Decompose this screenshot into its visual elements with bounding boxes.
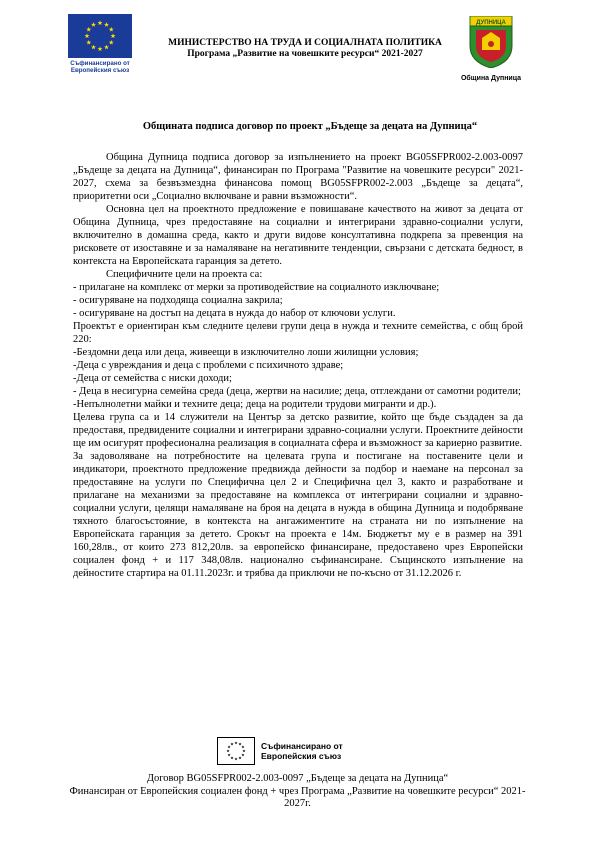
eu-caption	[68, 60, 132, 74]
paragraph-intro: Община Дупница подписа договор за изпълнението на проект BG05SFPR002-2.003-0097 „Бъдеще за децата на Дупница“, финансиран по Програма "Развитие на човешките ресурси" 2021-2027, схема за безвъзмездна финансова помощ BG05SFPR002-2.003 „Бъдеще за децата“, приоритетни оси „Социално включване и равни възможности“.	[73, 152, 523, 202]
eu-star-icon	[230, 742, 233, 745]
eu-star-icon	[230, 756, 233, 759]
list-item-group: -Непълнолетни майки и техните деца; деца на родители трудови мигранти и др.).	[73, 399, 437, 410]
eu-star-icon	[242, 749, 245, 752]
crest-banner-text: ДУПНИЦА	[476, 20, 506, 26]
ministry-heading	[140, 38, 470, 60]
eu-star-icon	[228, 753, 231, 756]
list-item-group: -Деца от семейства с ниски доходи;	[73, 373, 232, 384]
eu-caption-line1: Съфинансирано от	[70, 60, 130, 67]
dupnitsa-crest-icon	[466, 16, 516, 68]
eu-star-icon	[234, 757, 237, 760]
footer-logo-line2: Европейския съюз	[261, 751, 342, 761]
eu-flag-icon	[68, 14, 132, 58]
program-name: Програма „Развитие на човешките ресурси“ 2021-2027	[187, 49, 423, 59]
crest-caption: Община Дупница	[460, 75, 522, 82]
paragraph-activities: За задоволяване на потребностите на целевата група и постигане на поставените цели и индикатори, проектното предложение предвижда дейности за подбор и наемане на персонал за предоставяне на услуги по Специфична цел 2 и Специфична цел 3, както и разработване и прилагане на механизми за предоставяне на комплекса от интегрирани социални и здравно-социални услуги, целящи намаляване на броя на децата в нужда в община Дупница и подобряване тяхното благосъстояние, в контекста на ангажиментите на страната ни по изпълнение на Европейската гаранция за детето. Срокът на проекта е 14м. Бюджетът му е в размер на 391 160,28лв., от които 273 812,20лв. за европейско финансиране, предоставено чрез Европейски социален фонд + и 117 348,08лв. национално съфинансиране. Същинското изпълнение на дейностите стартира на 01.11.2023г. и трябва да приключи не по-късно от 31.12.2026 г.	[73, 451, 523, 579]
list-item-goal: - прилагане на комплекс от мерки за противодействие на социалното изключване;	[73, 282, 440, 293]
page-footer	[60, 773, 535, 811]
eu-star-icon	[228, 745, 231, 748]
list-item-group: -Деца с увреждания и деца с проблеми с психичното здраве;	[73, 360, 344, 371]
list-item-group: -Бездомни деца или деца, живеещи в изключително лоши жилищни условия;	[73, 347, 419, 358]
page-header	[0, 0, 595, 90]
eu-star-icon	[238, 756, 241, 759]
footer-contract: Договор BG05SFPR002-2.003-0097 „Бъдеще за децата на Дупница“	[146, 773, 449, 784]
ministry-name: МИНИСТЕРСТВО НА ТРУДА И СОЦИАЛНАТА ПОЛИТИКА	[168, 38, 442, 48]
paragraph-specific-goals: Специфичните цели на проекта са:	[106, 269, 263, 280]
page-title: Общината подписа договор по проект „Бъдеще за децата на Дупница“	[142, 121, 478, 132]
list-item-goal: - осигуряване на достъп на децата в нужда до набор от ключови услуги.	[73, 308, 396, 319]
eu-star-icon	[241, 745, 244, 748]
paragraph-target-groups: Проектът е ориентиран към следните целеви групи деца в нужда и техните семейства, с общ брой 220:	[73, 321, 523, 345]
eu-caption-line2: Европейския съюз	[70, 67, 130, 74]
municipality-crest	[456, 16, 526, 82]
paragraph-staff: Целева група са и 14 служители на Център за детско развитие, който ще бъде създаден за да предоставя, предвидените социални и интегрирани здравно-социални услуги. Проектните дейности ще им осигурят професионална реализация в социалната сфера и възможност за кариерно развитие.	[73, 412, 523, 449]
footer-funding: Финансиран от Европейския социален фонд + чрез Програма „Развитие на човешките ресурси“ 2021-2027г.	[69, 785, 526, 809]
eu-flag-outline-icon	[217, 737, 255, 765]
eu-star-icon	[241, 753, 244, 756]
list-item-group: - Деца в несигурна семейна среда (деца, жертви на насилие; деца, отглеждани от самотни родители;	[73, 386, 521, 397]
document-body	[73, 151, 523, 580]
footer-eu-logo	[217, 737, 377, 769]
list-item-goal: - осигуряване на подходяща социална закрила;	[73, 295, 283, 306]
footer-logo-text	[261, 741, 343, 761]
footer-logo-line1: Съфинансирано от	[261, 741, 343, 751]
eu-star-icon	[238, 742, 241, 745]
eu-cofunded-logo	[68, 14, 132, 74]
eu-star-icon	[226, 749, 229, 752]
paragraph-main-goal: Основна цел на проектното предложение е повишаване качеството на живот за децата от Община Дупница, чрез предоставяне на социални и интегрирани здравно-социални услуги, включително в домашна среда, както и други видове консултативна подкрепа за превенция на рисковете от изоставяне и за намаляване на негативните тенденции, свързани с детската бедност, в контекста на Европейската гаранция за детето.	[73, 204, 523, 267]
eu-star-icon	[234, 741, 237, 744]
